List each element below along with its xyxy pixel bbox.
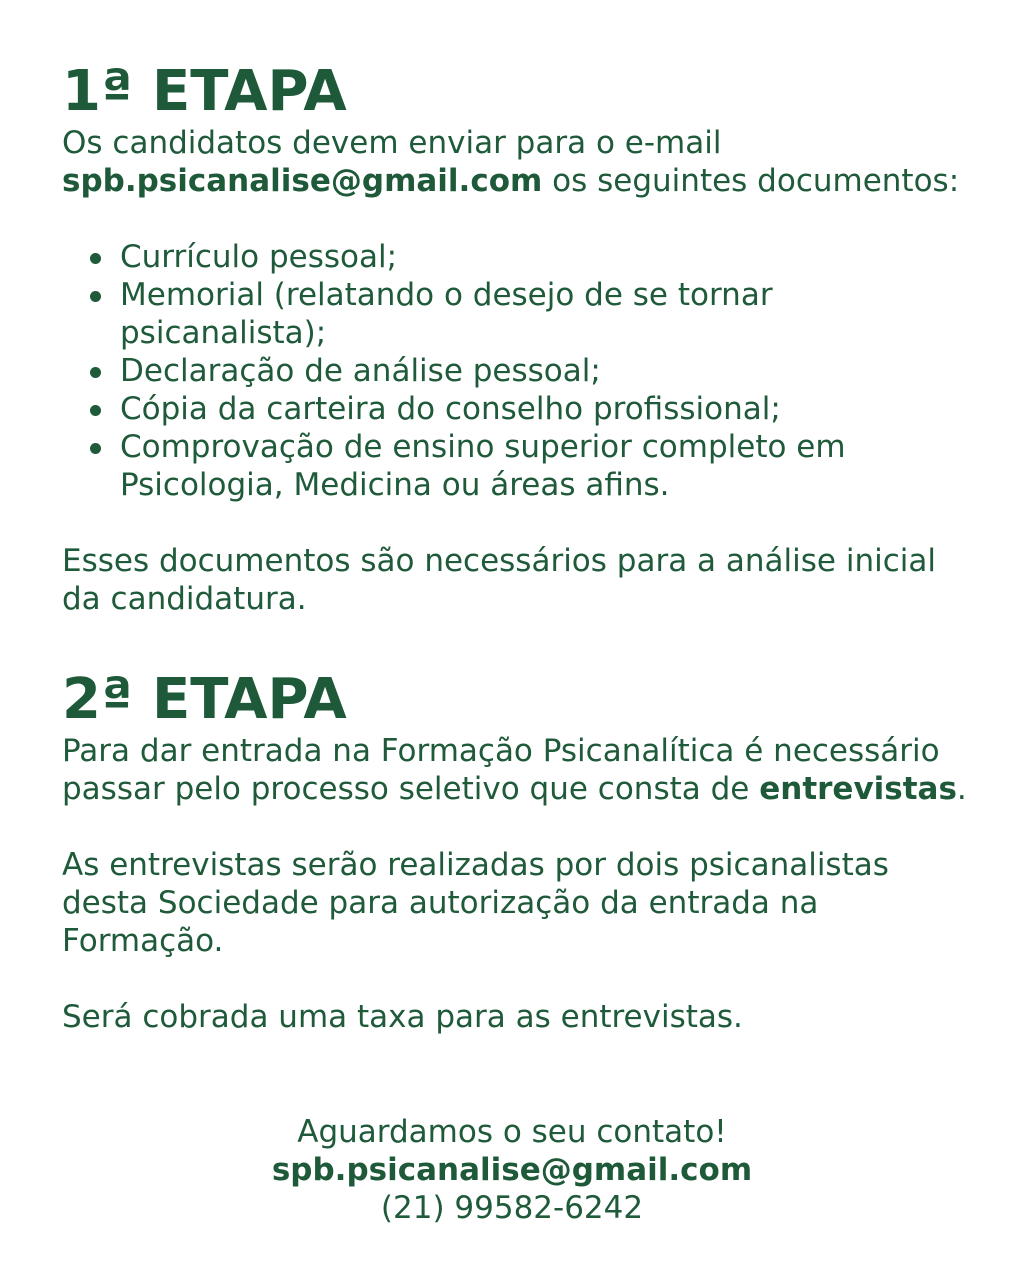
etapa2-para3: Será cobrada uma taxa para as entrevistas. (62, 999, 743, 1035)
list-item: Currículo pessoal; (120, 238, 972, 276)
etapa1-intro-line1: Os candidatos devem enviar para o e-mail (62, 125, 722, 161)
list-item: Memorial (relatando o desejo de se tornar psicanalista); (120, 276, 972, 352)
etapa1-intro (62, 124, 972, 200)
etapa1-intro-line2: os seguintes documentos: (542, 163, 960, 199)
list-item: Cópia da carteira do conselho profissional; (120, 390, 972, 428)
etapa2-para2: As entrevistas serão realizadas por dois psicanalistas desta Sociedade para autorização da entrada na Formação. (62, 847, 889, 959)
etapa2-para1-end: . (956, 771, 967, 807)
list-item: Declaração de análise pessoal; (120, 352, 972, 390)
etapa1-closing: Esses documentos são necessários para a análise inicial da candidatura. (62, 543, 936, 617)
etapa2-para1-text: Para dar entrada na Formação Psicanalítica é necessário passar pelo processo seletivo que consta de (62, 733, 940, 807)
contact-footer (0, 1113, 1024, 1227)
list-item: Comprovação de ensino superior completo em Psicologia, Medicina ou áreas afins. (120, 428, 972, 504)
etapa1-title: 1ª ETAPA (62, 59, 347, 124)
footer-phone[interactable]: (21) 99582-6242 (380, 1190, 644, 1226)
footer-email[interactable]: spb.psicanalise@gmail.com (271, 1152, 753, 1188)
etapa1-email[interactable]: spb.psicanalise@gmail.com (62, 163, 543, 199)
etapa2-para1-bold: entrevistas (759, 771, 957, 807)
footer-greeting: Aguardamos o seu contato! (297, 1114, 727, 1150)
document-body (62, 60, 972, 1036)
documents-list (62, 238, 972, 504)
etapa2-title: 2ª ETAPA (62, 667, 347, 732)
etapa2-para1 (62, 732, 972, 808)
